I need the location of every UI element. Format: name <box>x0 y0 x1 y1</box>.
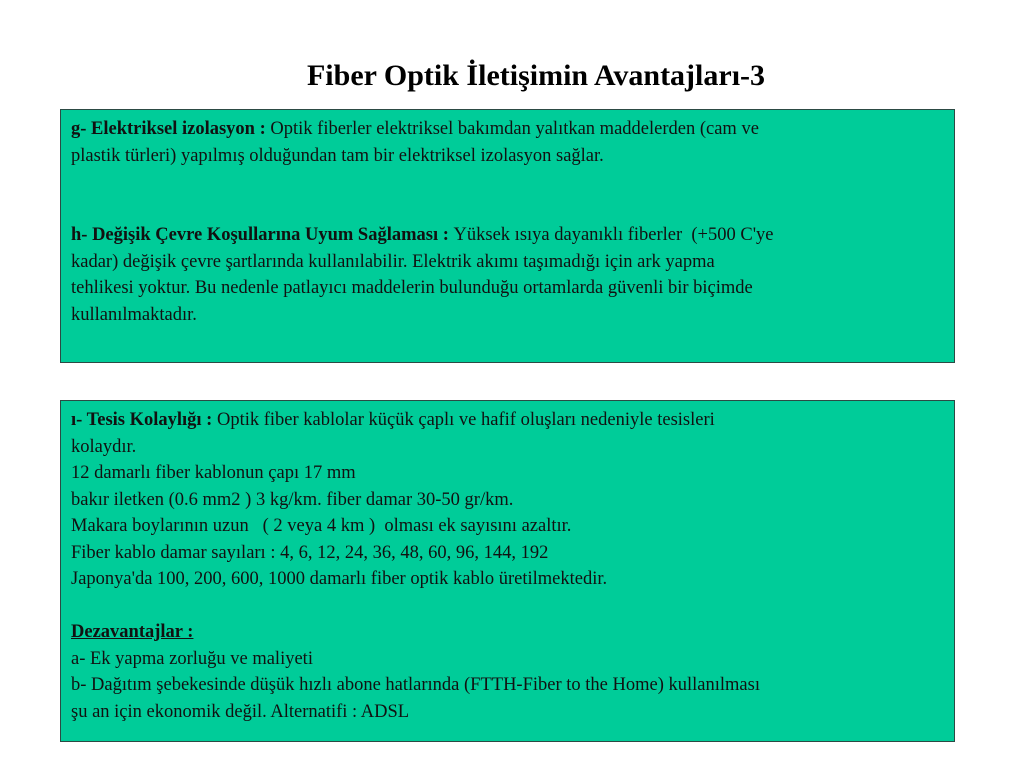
item-h-line-2: kadar) değişik çevre şartlarında kullanılabilir. Elektrik akımı taşımadığı için ark yapma <box>71 251 715 272</box>
item-h-text: Yüksek ısıya dayanıklı fiberler (+500 C'ye <box>453 225 774 245</box>
item-g-line-1 <box>71 116 948 143</box>
spacer <box>71 169 948 222</box>
disadvantage-item: a- Ek yapma zorluğu ve maliyeti <box>71 648 313 669</box>
item-i-heading: ı- Tesis Kolaylığı : <box>71 410 217 430</box>
item-g-text: Optik fiberler elektriksel bakımdan yalıtkan maddelerden (cam ve <box>270 119 759 139</box>
slide-title: Fiber Optik İletişimin Avantajları-3 <box>306 59 766 92</box>
disadvantage-item: b- Dağıtım şebekesinde düşük hızlı abone hatlarında (FTTH-Fiber to the Home) kullanılması <box>71 675 760 695</box>
detail-line: Makara boylarının uzun ( 2 veya 4 km ) olması ek sayısını azaltır. <box>71 516 572 536</box>
item-h-line-3: tehlikesi yoktur. Bu nedenle patlayıcı maddelerin bulunduğu ortamlarda güvenli bir biçimde <box>71 278 753 298</box>
disadvantages-heading: Dezavantajlar : <box>71 622 194 642</box>
item-i-text: Optik fiber kablolar küçük çaplı ve hafif oluşları nedeniyle tesisleri <box>216 410 715 430</box>
item-g-heading: g- Elektriksel izolasyon : <box>71 119 271 139</box>
item-h-heading: h- Değişik Çevre Koşullarına Uyum Sağlaması : <box>71 225 454 245</box>
advantages-box-i-disadvantages <box>60 400 955 742</box>
disadvantage-item: şu an için ekonomik değil. Alternatifi : ADSL <box>71 701 410 722</box>
item-h-line-1 <box>71 222 948 249</box>
advantages-box-g-h <box>60 109 955 363</box>
item-i-line-1 <box>71 407 948 434</box>
detail-line: Fiber kablo damar sayıları : 4, 6, 12, 24, 36, 48, 60, 96, 144, 192 <box>71 542 549 563</box>
detail-line: 12 damarlı fiber kablonun çapı 17 mm <box>71 463 356 483</box>
spacer <box>71 593 948 620</box>
detail-line: Japonya'da 100, 200, 600, 1000 damarlı fiber optik kablo üretilmektedir. <box>71 569 608 589</box>
item-h-line-4: kullanılmaktadır. <box>71 304 197 325</box>
item-i-line-2: kolaydır. <box>71 436 137 457</box>
detail-line: bakır iletken (0.6 mm2 ) 3 kg/km. fiber damar 30-50 gr/km. <box>71 489 514 510</box>
item-g-line-2: plastik türleri) yapılmış olduğundan tam bir elektriksel izolasyon sağlar. <box>71 145 604 166</box>
